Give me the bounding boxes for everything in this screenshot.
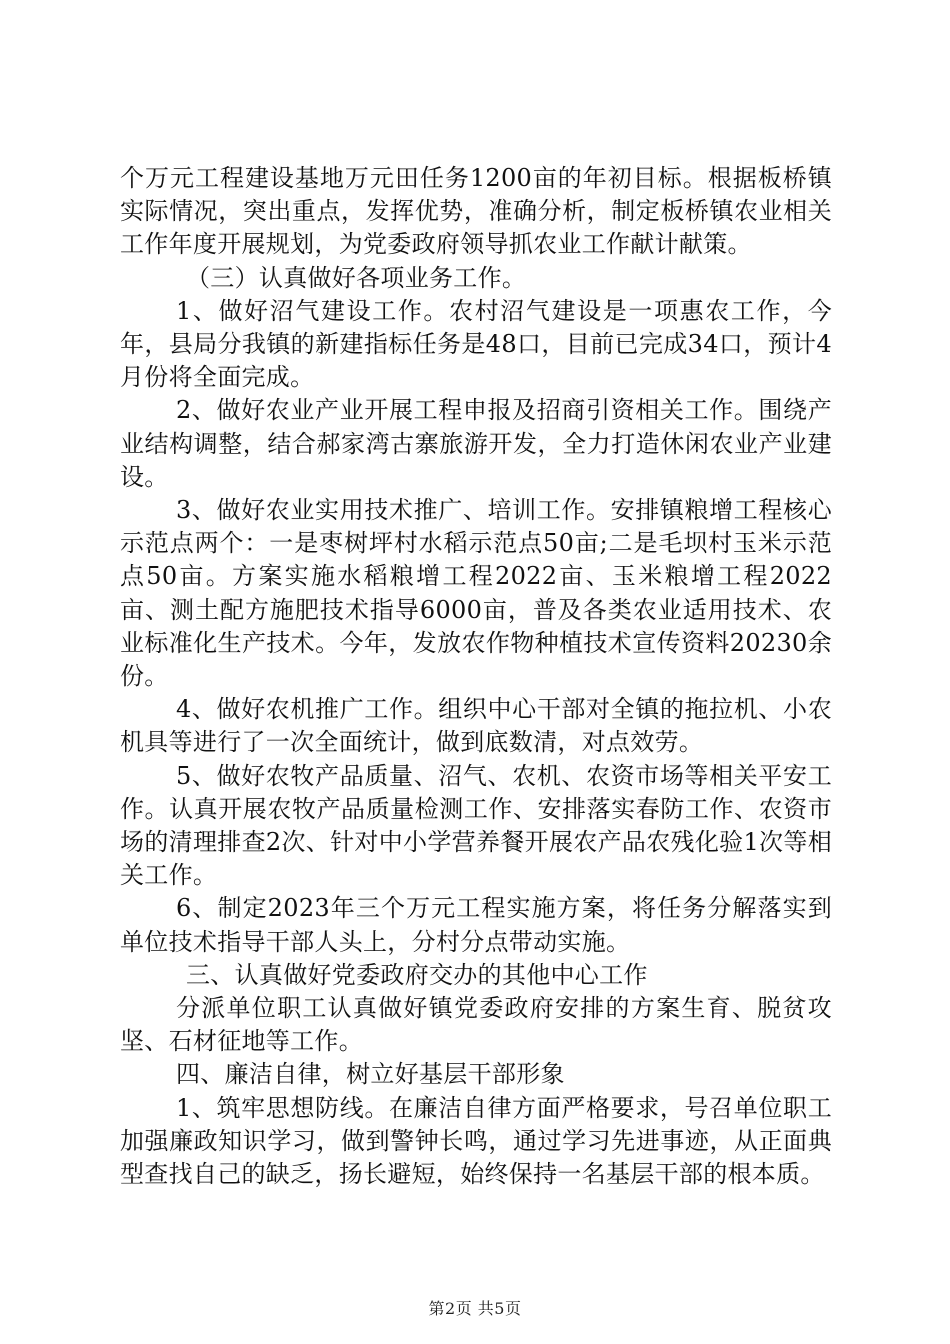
section-heading-center-work: 三、认真做好党委政府交办的其他中心工作 <box>186 960 648 989</box>
paragraph-tech-promotion: 3、做好农业实用技术推广、培训工作。安排镇粮增工程核心示范点两个：一是枣树坪村水稻示范点50亩;二是毛坝村玉米示范点50亩。方案实施水稻粮增工程2022亩、玉米粮增工程2022亩、测土配方施肥技术指导6000亩，普及各类农业适用技术、农业标准化生产技术。今年，发放农作物种植技术宣传资料20230余份。 <box>120 496 832 691</box>
page-number-footer: 第2页 共5页 <box>428 1299 522 1318</box>
section-heading-integrity: 四、廉洁自律，树立好基层干部形象 <box>176 1060 565 1089</box>
section-heading-business-work: （三）认真做好各项业务工作。 <box>186 263 527 292</box>
document-body <box>120 162 832 1191</box>
paragraph-biogas: 1、做好沼气建设工作。农村沼气建设是一项惠农工作，今年，县局分我镇的新建指标任务是48口，目前已完成34口，预计4月份将全面完成。 <box>120 296 832 392</box>
paragraph-plan-2023: 6、制定2023年三个万元工程实施方案，将任务分解落实到单位技术指导干部人头上，分村分点带动实施。 <box>120 894 832 956</box>
paragraph-industry-project: 2、做好农业产业开展工程申报及招商引资相关工作。围绕产业结构调整，结合郝家湾古寨旅游开发，全力打造休闲农业产业建设。 <box>120 396 832 491</box>
paragraph-continuation: 个万元工程建设基地万元田任务1200亩的年初目标。根据板桥镇实际情况，突出重点，发挥优势，准确分析，制定板桥镇农业相关工作年度开展规划，为党委政府领导抓农业工作献计献策。 <box>120 164 832 259</box>
paragraph-assigned-work: 分派单位职工认真做好镇党委政府安排的方案生育、脱贫攻坚、石材征地等工作。 <box>120 994 832 1056</box>
paragraph-ideological-defense: 1、筑牢思想防线。在廉洁自律方面严格要求，号召单位职工加强廉政知识学习，做到警钟长鸣，通过学习先进事迹，从正面典型查找自己的缺乏，扬长避短，始终保持一名基层干部的根本质。 <box>120 1093 832 1189</box>
paragraph-product-safety: 5、做好农牧产品质量、沼气、农机、农资市场等相关平安工作。认真开展农牧产品质量检测工作、安排落实春防工作、农资市场的清理排查2次、针对中小学营养餐开展农产品农残化验1次等相关工作。 <box>120 761 832 890</box>
paragraph-agri-machinery: 4、做好农机推广工作。组织中心干部对全镇的拖拉机、小农机具等进行了一次全面统计，做到底数清，对点效劳。 <box>120 695 832 757</box>
